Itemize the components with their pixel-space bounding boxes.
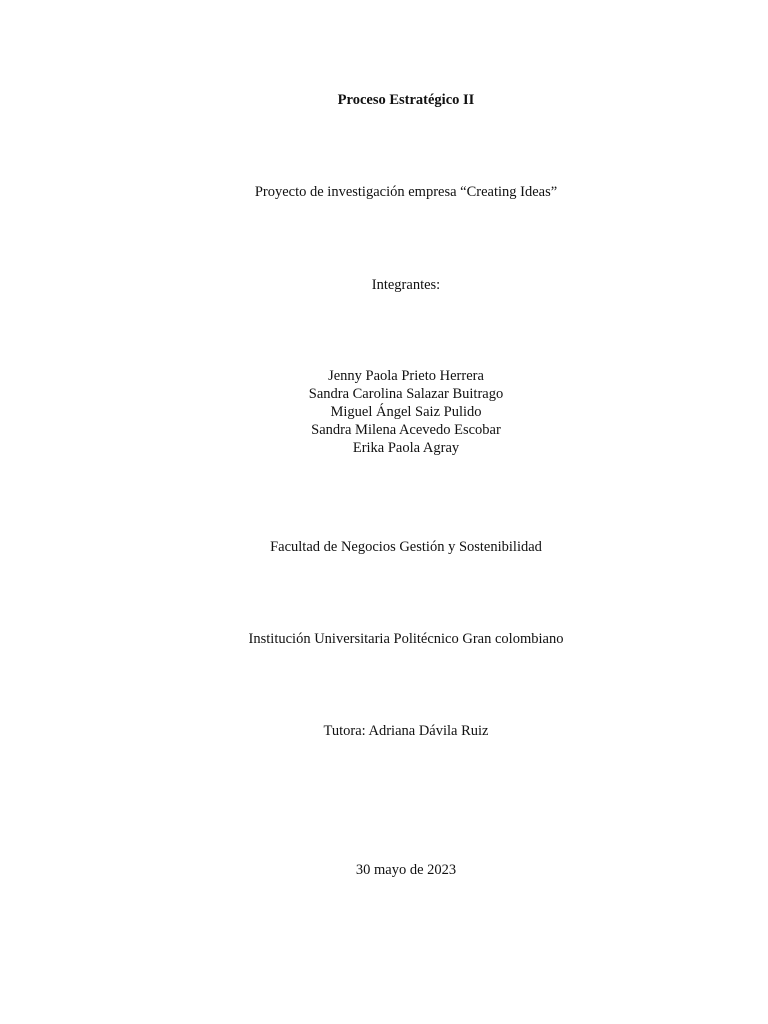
faculty-name: Facultad de Negocios Gestión y Sostenibilidad <box>270 539 542 555</box>
document-date: 30 mayo de 2023 <box>355 862 457 878</box>
institution-name: Institución Universitaria Politécnico Gran colombiano <box>248 631 564 647</box>
document-title: Proceso Estratégico II <box>337 92 475 108</box>
member-name: Sandra Milena Acevedo Escobar <box>311 422 501 438</box>
project-title: Proyecto de investigación empresa “Creating Ideas” <box>254 184 558 200</box>
member-name: Erika Paola Agray <box>352 440 460 456</box>
member-name: Jenny Paola Prieto Herrera <box>328 368 484 384</box>
member-name: Sandra Carolina Salazar Buitrago <box>308 386 504 402</box>
tutor-name: Tutora: Adriana Dávila Ruiz <box>323 723 489 739</box>
members-heading: Integrantes: <box>371 277 441 293</box>
members-list <box>0 367 768 457</box>
member-name: Miguel Ángel Saiz Pulido <box>330 404 482 420</box>
